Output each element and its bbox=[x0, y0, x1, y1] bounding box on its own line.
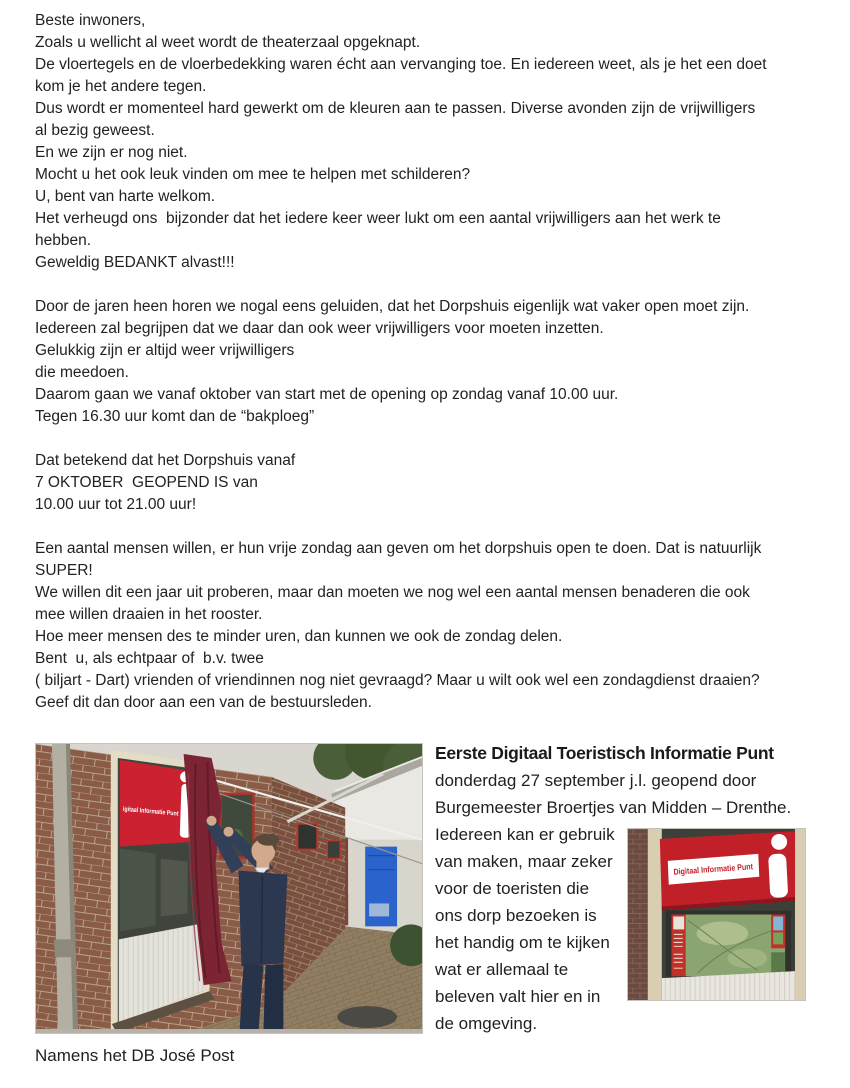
text-line: Dat betekend dat het Dorpshuis vanaf bbox=[35, 452, 296, 469]
article-line: Iedereen kan er gebruik bbox=[435, 825, 615, 844]
letter-body bbox=[35, 10, 830, 714]
text-line: Een aantal mensen willen, er hun vrije zondag aan geven om het dorpshuis open te doen. Dat is natuurlijk bbox=[35, 540, 762, 557]
right-sign-label: Digitaal Informatie Punt bbox=[673, 860, 769, 877]
article-line: voor de toeristen die bbox=[435, 879, 590, 898]
text-line: We willen dit een jaar uit proberen, maar dan moeten we nog wel een aantal mensen benaderen die ook bbox=[35, 584, 750, 601]
text-line: SUPER! bbox=[35, 562, 93, 579]
text-line: Bent u, als echtpaar of b.v. twee bbox=[35, 650, 264, 667]
article-title: Eerste Digitaal Toeristisch Informatie Punt bbox=[435, 743, 774, 763]
text-line: Beste inwoners, bbox=[35, 12, 146, 29]
photo-sign-unveiling-graphic bbox=[36, 744, 422, 1033]
text-line bbox=[35, 516, 830, 538]
text-line: die meedoen. bbox=[35, 364, 129, 381]
article-line: donderdag 27 september j.l. geopend door bbox=[435, 771, 757, 790]
article-line: ons dorp bezoeken is bbox=[435, 906, 597, 925]
article-line: beleven valt hier en in bbox=[435, 987, 601, 1006]
text-line: Geweldig BEDANKT alvast!!! bbox=[35, 254, 235, 271]
text-line: ( biljart - Dart) vrienden of vriendinnen nog niet gevraagd? Maar u wilt ook wel een zondagdienst draaien? bbox=[35, 672, 760, 689]
text-line: mee willen draaien in het rooster. bbox=[35, 606, 263, 623]
text-line: En we zijn er nog niet. bbox=[35, 144, 188, 161]
text-line: Zoals u wellicht al weet wordt de theaterzaal opgeknapt. bbox=[35, 34, 421, 51]
left-sign-label: igitaal Informatie Punt bbox=[122, 805, 191, 819]
text-line: Iedereen zal begrijpen dat we daar dan ook weer vrijwilligers voor moeten inzetten. bbox=[35, 320, 604, 337]
text-line: kom je het andere tegen. bbox=[35, 78, 207, 95]
text-line: Het verheugd ons bijzonder dat het iedere keer weer lukt om een aantal vrijwilligers aan het werk te bbox=[35, 210, 721, 227]
text-line: al bezig geweest. bbox=[35, 122, 155, 139]
article-line: Burgemeester Broertjes van Midden – Drenthe. bbox=[435, 798, 792, 817]
article-line: van maken, maar zeker bbox=[435, 852, 613, 871]
text-line: Tegen 16.30 uur komt dan de “bakploeg” bbox=[35, 408, 315, 425]
text-line: Geef dit dan door aan een van de bestuursleden. bbox=[35, 694, 372, 711]
text-line: De vloertegels en de vloerbedekking waren écht aan vervanging toe. En iedereen weet, als je het een doet bbox=[35, 56, 767, 73]
text-line: hebben. bbox=[35, 232, 92, 249]
text-line: Door de jaren heen horen we nogal eens geluiden, dat het Dorpshuis eigenlijk wat vaker open moet zijn. bbox=[35, 298, 750, 315]
article-line: wat er allemaal te bbox=[435, 960, 569, 979]
photo-sign-unveiling bbox=[35, 743, 423, 1034]
text-line: Hoe meer mensen des te minder uren, dan kunnen we ook de zondag delen. bbox=[35, 628, 563, 645]
text-line: 10.00 uur tot 21.00 uur! bbox=[35, 496, 197, 513]
text-line bbox=[35, 428, 830, 450]
article-line: de omgeving. bbox=[435, 1014, 538, 1033]
text-line: U, bent van harte welkom. bbox=[35, 188, 216, 205]
text-line: Mocht u het ook leuk vinden om mee te helpen met schilderen? bbox=[35, 166, 471, 183]
text-line: Daarom gaan we vanaf oktober van start met de opening op zondag vanaf 10.00 uur. bbox=[35, 386, 619, 403]
signature-line: Namens het DB José Post bbox=[35, 1046, 235, 1065]
photo-sign-closeup-graphic bbox=[628, 829, 805, 1000]
text-line: Gelukkig zijn er altijd weer vrijwilligers bbox=[35, 342, 295, 359]
article-line: het handig om te kijken bbox=[435, 933, 610, 952]
text-line: Dus wordt er momenteel hard gewerkt om de kleuren aan te passen. Diverse avonden zijn de vrijwilligers bbox=[35, 100, 756, 117]
text-line bbox=[35, 274, 830, 296]
text-line: 7 OKTOBER GEOPEND IS van bbox=[35, 474, 258, 491]
photo-sign-closeup bbox=[627, 828, 806, 1001]
